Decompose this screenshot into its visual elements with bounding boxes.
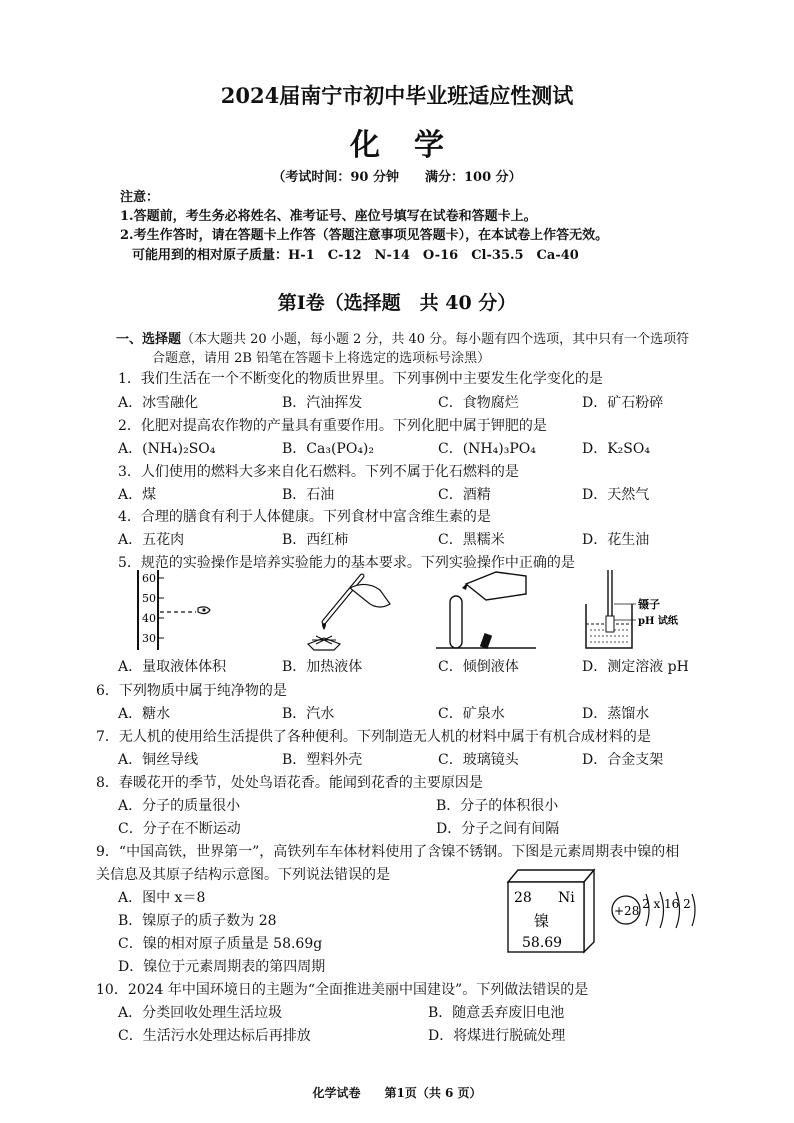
q8-option-b: B．分子的体积很小 [436,798,559,814]
q3-option-d: D．天然气 [582,487,650,503]
shell-electron-counts: 2 x 16 2 [642,897,691,911]
q8-option-a: A．分子的质量很小 [118,798,241,814]
q8-option-c: C．分子在不断运动 [118,821,241,837]
q3-option-c: C．酒精 [438,487,491,503]
question-7-stem: 7．无人机的使用给生活提供了各种便利。下列制造无人机的材料中属于有机合成材料的是 [96,729,651,745]
q7-option-b: B．塑料外壳 [282,752,363,768]
hand-icon [350,584,390,607]
question-5-stem: 5．规范的实验操作是培养实验能力的基本要求。下列实验操作中正确的是 [118,555,575,571]
q9-option-a: A．图中 x＝8 [118,890,206,906]
q4-option-d: D．花生油 [582,532,650,548]
q5-option-a: A．量取液体体积 [118,659,227,675]
electron-shell-4 [692,894,695,926]
notice-item-1: 1.答题前，考生务必将姓名、准考证号、座位号填写在试卷和答题卡上。 [120,209,537,224]
notice-heading: 注意： [120,190,160,205]
reagent-bottle-icon [466,572,526,600]
q5-option-b: B．加热液体 [282,659,363,675]
atomic-masses: 可能用到的相对原子质量：H-1 C-12 N-14 O-16 Cl-35.5 Ca-40 [132,248,579,263]
atomic-number: 28 [514,890,532,906]
question-2-stem: 2．化肥对提高农作物的产量具有重要作用。下列化肥中属于钾肥的是 [118,418,547,434]
q1-option-b: B．汽油挥发 [282,395,363,411]
cylinder-tick-30: 30 [142,632,156,645]
bottle-stopper-icon [480,633,492,649]
q7-option-a: A．铜丝导线 [118,752,199,768]
q10-option-c: C．生活污水处理达标后再排放 [118,1028,311,1044]
page-footer: 化学试卷 第1页（共 6 页） [312,1086,482,1100]
q4-option-b: B．西红柿 [282,532,349,548]
question-4-stem: 4．合理的膳食有利于人体健康。下列食材中富含维生素的是 [118,509,491,525]
q7-option-d: D．合金支架 [582,752,664,768]
q3-option-b: B．石油 [282,487,335,503]
q7-option-c: C．玻璃镜头 [438,752,519,768]
q6-option-a: A．糖水 [118,706,171,722]
q3-option-a: A．煤 [118,487,157,503]
exam-title: 2024届南宁市初中毕业班适应性测试 [220,83,574,108]
section-desc-2: 合题意，请用 2B 铅笔在答题卡上将选定的选项标号涂黑） [152,351,491,366]
question-3-stem: 3．人们使用的燃料大多来自化石燃料。下列不属于化石燃料的是 [118,464,519,480]
question-9-stem-line-1: 9．“中国高铁，世界第一”，高铁列车车体材料使用了含镍不锈钢。下图是元素周期表中镍的相 [96,844,680,860]
q2-option-c: C．(NH₄)₃PO₄ [438,441,536,457]
q1-option-c: C．食物腐烂 [438,395,519,411]
q10-option-b: B．随意丢弃废旧电池 [428,1005,565,1021]
q2-option-b: B．Ca₃(PO₄)₂ [282,441,375,457]
q10-option-a: A．分类回收处理生活垃圾 [118,1005,283,1021]
question-8-stem: 8．春暖花开的季节，处处鸟语花香。能闻到花香的主要原因是 [96,775,483,791]
subject-title: 化学 [350,128,478,163]
nickel-element-card [498,864,598,954]
q5-option-c: C．倾倒液体 [438,659,519,675]
q5-figure-pouring-liquid [436,566,546,652]
q1-option-a: A．冰雪融化 [118,395,199,411]
q5-figure-measuring-ph [584,566,704,652]
nucleus-charge: +28 [614,904,640,918]
q1-option-d: D．矿石粉碎 [582,395,664,411]
q2-option-a: A．(NH₄)₂SO₄ [118,441,216,457]
q9-option-b: B．镍原子的质子数为 28 [118,913,277,929]
q8-option-d: D．分子之间有间隔 [436,821,560,837]
section-desc-1: （本大题共 20 小题，每小题 2 分，共 40 分。每小题有四个选项，其中只有一个选项符 [181,332,690,347]
exam-info: （考试时间：90 分钟 满分：100 分） [272,170,522,185]
question-9-stem-line-2: 关信息及其原子结构示意图。下列说法错误的是 [96,867,390,883]
q5-figure-graduated-cylinder [128,566,223,652]
cylinder-tick-50: 50 [142,592,156,605]
element-name: 镍 [534,912,550,930]
section-label: 一、选择题 [116,332,182,347]
q4-option-a: A．五花肉 [118,532,185,548]
element-symbol: Ni [558,890,575,906]
q2-option-d: D．K₂SO₄ [582,441,650,457]
q6-option-b: B．汽水 [282,706,335,722]
cylinder-tick-60: 60 [142,572,156,585]
q4-option-c: C．黑糯米 [438,532,505,548]
ph-paper-label: pH 试纸 [638,616,678,627]
card-top-face [508,870,594,882]
q5-figure-heating-liquid [290,566,400,652]
q5-option-d: D．测定溶液 pH [582,659,689,675]
notice-item-2: 2.考生作答时，请在答题卡上作答（答题注意事项见答题卡），在本试卷上作答无效。 [120,228,609,243]
question-10-stem: 10．2024 年中国环境日的主题为“全面推进美丽中国建设”。下列做法错误的是 [96,982,589,998]
section-intro [116,328,689,347]
q6-option-d: D．蒸馏水 [582,706,650,722]
q9-option-d: D．镍位于元素周期表的第四周期 [118,959,326,975]
q9-option-c: C．镍的相对原子质量是 58.69g [118,936,323,952]
cylinder-tick-40: 40 [142,612,156,625]
part1-title: 第Ⅰ卷（选择题 共 40 分） [277,292,517,314]
nickel-atom-structure [606,886,716,936]
receiving-test-tube-icon [450,596,462,648]
card-side-face [584,870,594,952]
question-1-stem: 1．我们生活在一个不断变化的物质世界里。下列事例中主要发生化学变化的是 [118,371,603,387]
q6-option-c: C．矿泉水 [438,706,505,722]
question-6-stem: 6．下列物质中属于纯净物的是 [96,683,287,699]
tweezers-label: 镊子 [638,598,660,611]
q10-option-d: D．将煤进行脱硫处理 [428,1028,566,1044]
atomic-mass: 58.69 [522,935,563,951]
